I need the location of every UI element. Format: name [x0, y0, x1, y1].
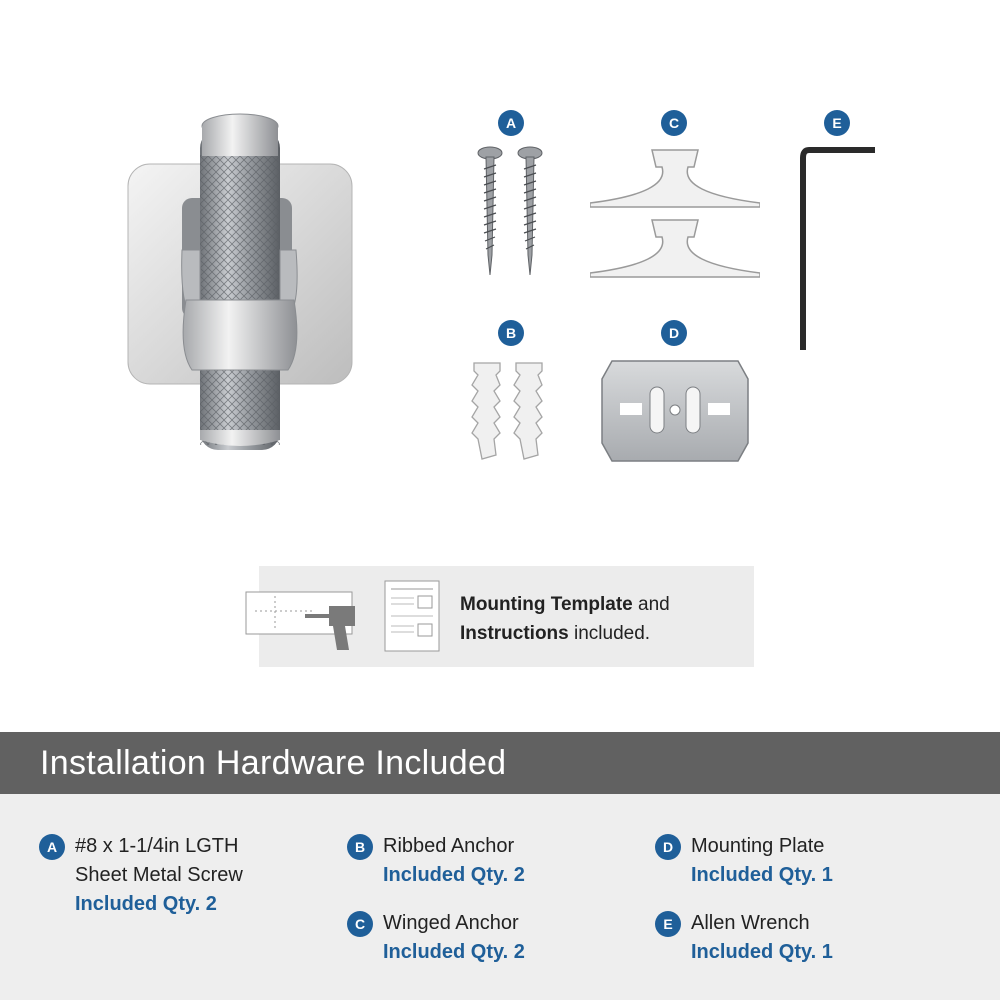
item-c-line1: Winged Anchor: [383, 912, 519, 934]
item-d: [691, 832, 833, 890]
item-a-badge: A: [39, 834, 65, 860]
mounting-plate-illustration: [600, 357, 750, 465]
note-part2-bold: Instructions: [460, 623, 569, 644]
item-b-line1: Ribbed Anchor: [383, 835, 515, 857]
label-a-badge: A: [498, 110, 524, 136]
screws-illustration: [470, 145, 550, 280]
item-a-qty: Included Qty. 2: [75, 893, 217, 915]
label-e-badge: E: [824, 110, 850, 136]
note-part1-bold: Mounting Template: [460, 594, 633, 615]
mounting-template-text: [460, 590, 670, 648]
item-d-qty: Included Qty. 1: [691, 864, 833, 886]
item-c-qty: Included Qty. 2: [383, 941, 525, 963]
item-e-qty: Included Qty. 1: [691, 941, 833, 963]
label-c-badge: C: [661, 110, 687, 136]
label-d-badge: D: [661, 320, 687, 346]
item-c-badge: C: [347, 911, 373, 937]
note-part1-rest: and: [632, 594, 670, 615]
allen-wrench-illustration: [795, 140, 880, 355]
ribbed-anchors-illustration: [468, 357, 552, 462]
item-a-line1: #8 x 1-1/4in LGTH: [75, 835, 239, 857]
product-hook-illustration: [120, 100, 360, 460]
note-part2-rest: included.: [568, 623, 651, 644]
item-a-line2: Sheet Metal Screw: [75, 864, 243, 886]
item-a: [75, 832, 243, 919]
item-b-qty: Included Qty. 2: [383, 864, 525, 886]
item-e: [691, 909, 833, 967]
winged-anchors-illustration: [590, 145, 760, 285]
banner-title: Installation Hardware Included: [40, 744, 507, 782]
item-d-line1: Mounting Plate: [691, 835, 825, 857]
instructions-document-icon: [384, 580, 440, 652]
drill-template-icon: [245, 576, 370, 656]
item-c: [383, 909, 525, 967]
item-d-badge: D: [655, 834, 681, 860]
item-e-badge: E: [655, 911, 681, 937]
label-b-badge: B: [498, 320, 524, 346]
item-b: [383, 832, 525, 890]
item-e-line1: Allen Wrench: [691, 912, 810, 934]
item-b-badge: B: [347, 834, 373, 860]
